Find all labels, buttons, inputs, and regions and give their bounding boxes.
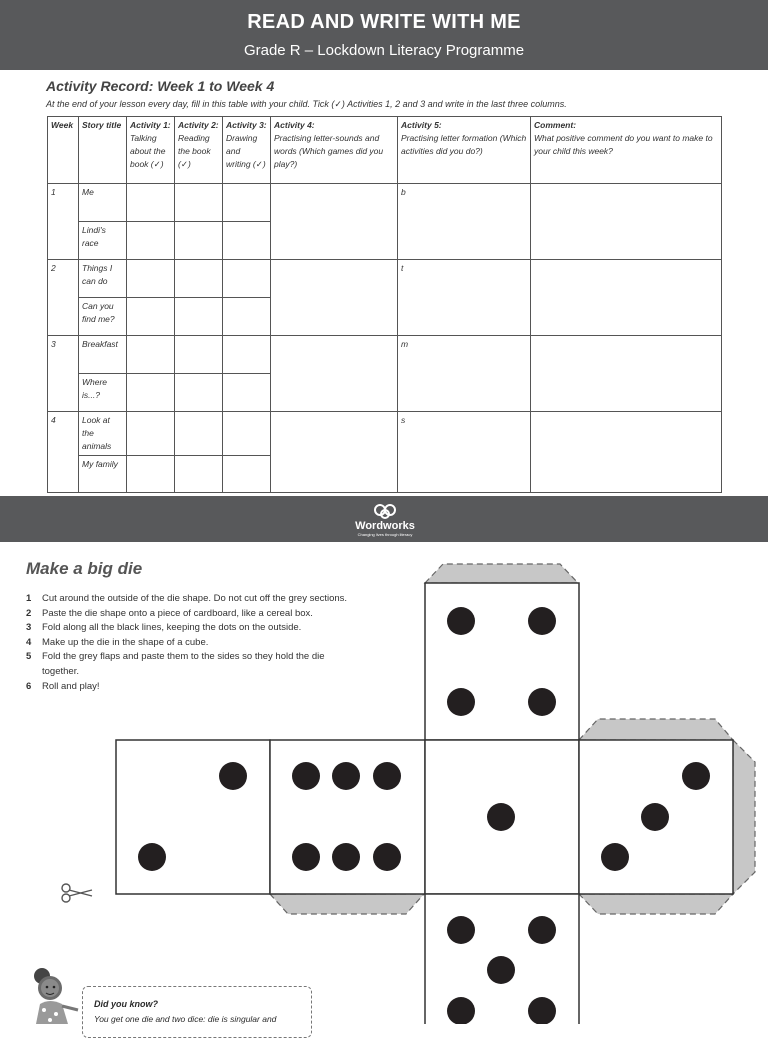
activity-3-cell[interactable] <box>223 456 271 493</box>
activity-2-cell[interactable] <box>175 298 223 336</box>
header-activity-1: Activity 1: Talking about the book (✓) <box>127 117 175 184</box>
die-net-diagram <box>0 542 768 1024</box>
right-side-flap <box>733 740 755 894</box>
activity-5-cell[interactable]: s <box>398 412 531 493</box>
activity-record-instruction: At the end of your lesson every day, fill in this table with your child. Tick (✓) Activities 1, 2 and 3 and write in the last three columns. <box>46 99 567 109</box>
activity-5-cell[interactable]: m <box>398 336 531 412</box>
page-title: READ AND WRITE WITH ME <box>247 11 521 33</box>
activity-record-table <box>47 116 722 493</box>
activity-2-cell[interactable] <box>175 336 223 374</box>
activity-3-cell[interactable] <box>223 260 271 298</box>
activity-3-cell[interactable] <box>223 412 271 456</box>
activity-5-cell[interactable]: b <box>398 184 531 260</box>
comment-cell[interactable] <box>531 260 722 336</box>
callout-text: You get one die and two dice: die is singular and <box>94 1014 277 1024</box>
left-bottom-flap <box>270 894 424 914</box>
list-item: 1 Cut around the outside of the die shape. Do not cut off the grey sections. <box>26 593 348 604</box>
activity-3-cell[interactable] <box>223 336 271 374</box>
activity-1-cell[interactable] <box>127 260 175 298</box>
activity-4-cell[interactable] <box>271 260 398 336</box>
activity-3-cell[interactable] <box>223 298 271 336</box>
scissors-icon <box>60 882 94 904</box>
activity-2-cell[interactable] <box>175 260 223 298</box>
die-section-title: Make a big die <box>26 559 143 578</box>
activity-2-cell[interactable] <box>175 374 223 412</box>
activity-record-title: Activity Record: Week 1 to Week 4 <box>46 78 275 94</box>
header-activity-4: Activity 4: Practising letter-sounds and words (Which games did you play?) <box>271 117 398 184</box>
page-subtitle: Grade R – Lockdown Literacy Programme <box>243 42 525 59</box>
header-activity-2: Activity 2: Reading the book (✓) <box>175 117 223 184</box>
activity-4-cell[interactable] <box>271 336 398 412</box>
activity-3-cell[interactable] <box>223 222 271 260</box>
activity-3-cell[interactable] <box>223 374 271 412</box>
callout-title: Did you know? <box>94 999 158 1009</box>
table-row <box>48 184 722 222</box>
table-row <box>48 260 722 298</box>
story-title: Breakfast <box>79 336 127 374</box>
page-header <box>0 0 768 70</box>
activity-3-cell[interactable] <box>223 184 271 222</box>
activity-1-cell[interactable] <box>127 222 175 260</box>
comment-cell[interactable] <box>531 336 722 412</box>
top-flap <box>425 564 578 583</box>
child-illustration-icon <box>28 966 84 1024</box>
activity-2-cell[interactable] <box>175 222 223 260</box>
die-face-top <box>425 583 579 740</box>
week-number: 2 <box>48 260 79 336</box>
logo-mark-icon <box>340 503 430 521</box>
activity-1-cell[interactable] <box>127 374 175 412</box>
activity-4-cell[interactable] <box>271 412 398 493</box>
list-item: 3 Fold along all the black lines, keeping the dots on the outside. <box>26 622 302 634</box>
header-comment: Comment: What positive comment do you want to make to your child this week? <box>531 117 722 184</box>
week-number: 1 <box>48 184 79 260</box>
comment-cell[interactable] <box>531 412 722 493</box>
table-row <box>48 336 722 374</box>
list-item: 4 Make up the die in the shape of a cube. <box>26 636 209 648</box>
activity-2-cell[interactable] <box>175 456 223 493</box>
story-title: Can you find me? <box>79 298 127 336</box>
story-title: Where is...? <box>79 374 127 412</box>
activity-5-cell[interactable]: t <box>398 260 531 336</box>
comment-cell[interactable] <box>531 184 722 260</box>
table-header-row <box>48 117 722 184</box>
did-you-know-callout <box>82 986 312 1038</box>
story-title: Look at the animals <box>79 412 127 456</box>
story-title: My family <box>79 456 127 493</box>
activity-4-cell[interactable] <box>271 184 398 260</box>
story-title: Lindi's race <box>79 222 127 260</box>
story-title: Things I can do <box>79 260 127 298</box>
die-face-left <box>116 740 270 894</box>
activity-1-cell[interactable] <box>127 412 175 456</box>
activity-2-cell[interactable] <box>175 184 223 222</box>
header-story-title: Story title <box>79 117 127 184</box>
activity-1-cell[interactable] <box>127 336 175 374</box>
header-week: Week <box>48 117 79 184</box>
week-number: 3 <box>48 336 79 412</box>
table-row <box>48 412 722 456</box>
logo-tagline: Changing lives through literacy <box>357 532 413 537</box>
week-number: 4 <box>48 412 79 493</box>
activity-1-cell[interactable] <box>127 456 175 493</box>
right-bottom-flap <box>579 894 733 914</box>
header-activity-5: Activity 5: Practising letter formation (Which activities did you do?) <box>398 117 531 184</box>
activity-1-cell[interactable] <box>127 298 175 336</box>
story-title: Me <box>79 184 127 222</box>
list-item: 5 Fold the grey flaps and paste them to the sides so they hold the die together. <box>26 651 325 677</box>
list-item: 6 Roll and play! <box>26 680 100 692</box>
header-activity-3: Activity 3: Drawing and writing (✓) <box>223 117 271 184</box>
right-top-flap <box>579 719 733 740</box>
logo-wordmark: Wordworks <box>355 520 415 532</box>
wordworks-logo <box>340 503 430 539</box>
activity-1-cell[interactable] <box>127 184 175 222</box>
activity-2-cell[interactable] <box>175 412 223 456</box>
list-item: 2 Paste the die shape onto a piece of cardboard, like a cereal box. <box>26 607 313 619</box>
